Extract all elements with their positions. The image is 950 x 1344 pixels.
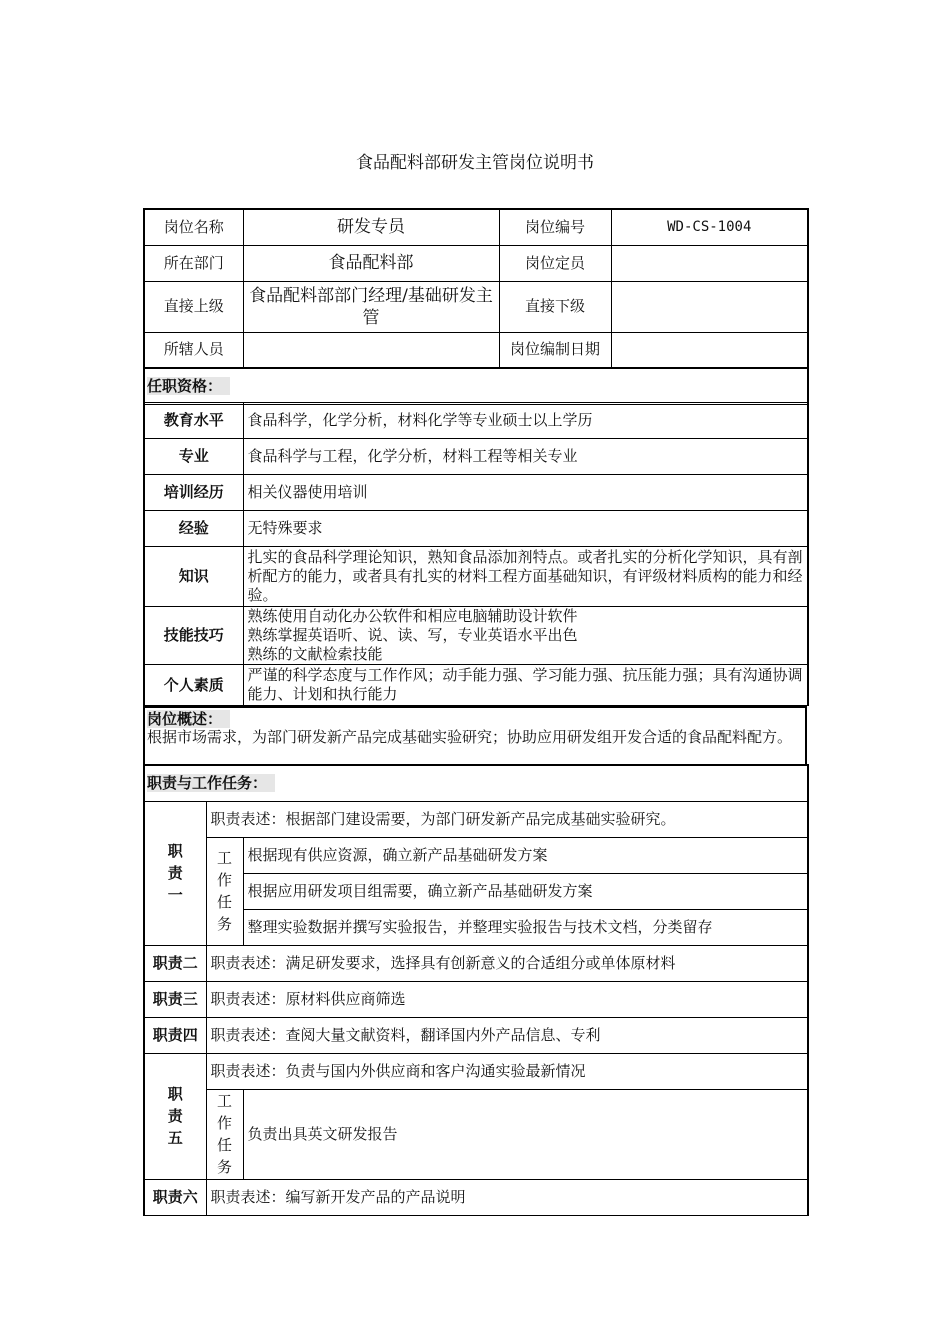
department-label: 所在部门 (144, 245, 243, 281)
position-code-label: 岗位编号 (499, 209, 611, 245)
duty4-label: 职责四 (144, 1017, 206, 1053)
qualifications-heading: 任职资格： (147, 377, 230, 395)
skills-line: 熟练掌握英语听、说、读、写，专业英语水平出色 (247, 626, 578, 644)
duty1-task: 根据现有供应资源，确立新产品基础研发方案 (243, 837, 808, 873)
duty3-label: 职责三 (144, 981, 206, 1017)
training-label: 培训经历 (144, 475, 243, 511)
department-value: 食品配料部 (243, 245, 499, 281)
duty3-statement: 职责表述：原材料供应商筛选 (206, 981, 808, 1017)
staff-label: 所辖人员 (144, 332, 243, 368)
experience-label: 经验 (144, 511, 243, 547)
skills-line: 熟练的文献检索技能 (247, 645, 383, 663)
duty6-label: 职责六 (144, 1179, 206, 1215)
skills-value (243, 607, 808, 665)
overview-table (143, 706, 807, 766)
knowledge-label: 知识 (144, 547, 243, 607)
overview-heading: 岗位概述： (147, 710, 230, 728)
duty1-task: 根据应用研发项目组需要，确立新产品基础研发方案 (243, 873, 808, 909)
page-title: 食品配料部研发主管岗位说明书 (356, 153, 594, 173)
duty5-label: 职 责 五 (144, 1053, 206, 1179)
duty2-label: 职责二 (144, 945, 206, 981)
date-label: 岗位编制日期 (499, 332, 611, 368)
duty5-task-label: 工 作 任 务 (206, 1089, 243, 1179)
position-name-value: 研发专员 (243, 209, 499, 245)
education-label: 教育水平 (144, 403, 243, 439)
personal-quality-label: 个人素质 (144, 665, 243, 706)
date-value (611, 332, 808, 368)
duty1-label: 职 责 一 (144, 801, 206, 945)
training-value: 相关仪器使用培训 (243, 475, 808, 511)
duty4-statement: 职责表述：查阅大量文献资料，翻译国内外产品信息、专利 (206, 1017, 808, 1053)
duty1-task-label: 工 作 任 务 (206, 837, 243, 945)
superior-value: 食品配料部部门经理/基础研发主管 (243, 281, 499, 332)
superior-label: 直接上级 (144, 281, 243, 332)
duty2-statement: 职责表述：满足研发要求，选择具有创新意义的合适组分或单体原材料 (206, 945, 808, 981)
skills-label: 技能技巧 (144, 607, 243, 665)
duty1-statement: 职责表述：根据部门建设需要，为部门研发新产品完成基础实验研究。 (206, 801, 808, 837)
skills-line: 熟练使用自动化办公软件和相应电脑辅助设计软件 (247, 607, 578, 625)
duties-table (143, 764, 809, 1216)
duty1-task: 整理实验数据并撰写实验报告，并整理实验报告与技术文档，分类留存 (243, 909, 808, 945)
major-label: 专业 (144, 439, 243, 475)
subordinate-value (611, 281, 808, 332)
overview-text: 根据市场需求，为部门研发新产品完成基础实验研究；协助应用研发组开发合适的食品配料配方。 (147, 728, 793, 746)
duty5-task: 负责出具英文研发报告 (243, 1089, 808, 1179)
headcount-value (611, 245, 808, 281)
position-code-value: WD-CS-1004 (611, 209, 808, 245)
duty6-statement: 职责表述：编写新开发产品的产品说明 (206, 1179, 808, 1215)
staff-value (243, 332, 499, 368)
position-name-label: 岗位名称 (144, 209, 243, 245)
duties-heading: 职责与工作任务： (147, 774, 275, 792)
personal-quality-value: 严谨的科学态度与工作作风；动手能力强、学习能力强、抗压能力强；具有沟通协调能力、计划和执行能力 (243, 665, 808, 706)
duty5-statement: 职责表述：负责与国内外供应商和客户沟通实验最新情况 (206, 1053, 808, 1089)
headcount-label: 岗位定员 (499, 245, 611, 281)
subordinate-label: 直接下级 (499, 281, 611, 332)
major-value: 食品科学与工程，化学分析，材料工程等相关专业 (243, 439, 808, 475)
experience-value: 无特殊要求 (243, 511, 808, 547)
knowledge-value: 扎实的食品科学理论知识，熟知食品添加剂特点。或者扎实的分析化学知识，具有剖析配方的能力，或者具有扎实的材料工程方面基础知识，有评级材料质构的能力和经验。 (243, 547, 808, 607)
education-value: 食品科学，化学分析，材料化学等专业硕士以上学历 (243, 403, 808, 439)
qualifications-table (143, 402, 809, 706)
